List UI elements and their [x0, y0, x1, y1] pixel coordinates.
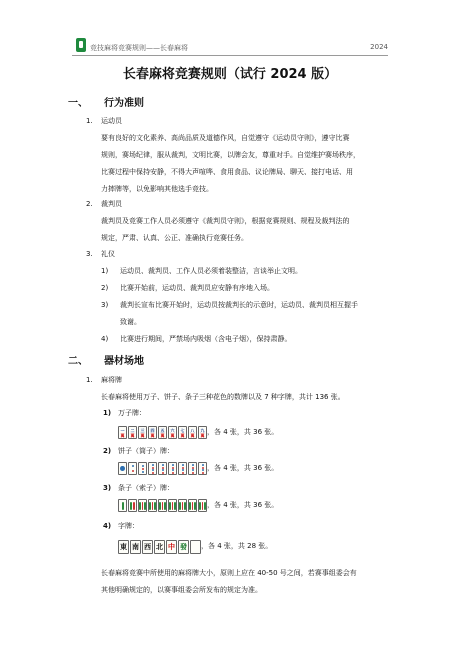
bing-tile-2	[128, 462, 137, 475]
tiao-tile-1	[118, 499, 127, 512]
sub-3-text-cont: 致谢。	[120, 318, 141, 326]
zi-tile-7	[190, 540, 201, 554]
equip-item-number: 1.	[86, 376, 93, 384]
group-4-number: 4)	[103, 522, 112, 530]
text-line: 其他明确规定的，以赛事组委会所发布的规定为准。	[101, 586, 262, 594]
group-1-row	[118, 424, 278, 441]
group-3-number: 3)	[103, 484, 112, 492]
equip-item-label: 麻将牌	[101, 376, 122, 384]
group-2-label: 饼子（筒子）牌：	[118, 447, 174, 455]
sub-1-text: 运动员、裁判员、工作人员必须着装整洁，言谈举止文明。	[120, 267, 302, 275]
zi-tile-4: 北	[154, 540, 165, 554]
bing-tile-4	[148, 462, 157, 475]
section-2-heading	[68, 352, 368, 366]
section-2-number: 二、	[68, 356, 88, 367]
item-1-label: 运动员	[101, 117, 122, 125]
section-1-heading	[68, 94, 368, 108]
bing-tile-8	[188, 462, 197, 475]
zi-tiles	[118, 540, 201, 554]
text-line: 规则，赛场纪律，服从裁判，文明比赛，以牌会友，尊重对手。自觉维护赛场秩序，	[101, 151, 360, 159]
bing-tile-6	[168, 462, 177, 475]
text-line: 裁判员及竞赛工作人员必须遵守《裁判员守则》，根据竞赛规则、规程及裁判法的	[101, 217, 350, 225]
group-4-count: ，各 4 张，共 28 张。	[201, 542, 273, 550]
equip-intro: 长春麻将使用万子、饼子、条子三种花色的数牌以及 7 种字牌，共计 136 张。	[101, 393, 345, 401]
sub-4-text: 比赛进行期间，严禁场内吸烟（含电子烟），保持肃静。	[120, 335, 292, 343]
sub-3-number: 3)	[101, 301, 109, 309]
group-2-number: 2)	[103, 447, 112, 455]
group-3-count: ，各 4 张，共 36 张。	[207, 501, 279, 509]
item-3-label: 礼仪	[101, 250, 115, 258]
tiao-tile-7	[178, 499, 187, 512]
zi-tile-6: 發	[178, 540, 189, 554]
section-1-number: 一、	[68, 98, 88, 109]
sub-2-number: 2)	[101, 284, 109, 292]
bing-tile-5	[158, 462, 167, 475]
wan-tile-6: 六 萬	[168, 426, 177, 439]
tiao-tile-4	[148, 499, 157, 512]
bing-tile-3	[138, 462, 147, 475]
header-year: 2024	[370, 43, 388, 51]
section-1-title: 行为准则	[104, 98, 144, 109]
tiao-tile-8	[188, 499, 197, 512]
zi-tile-5: 中	[166, 540, 177, 554]
group-4-row	[118, 538, 272, 555]
item-3-number: 3.	[86, 250, 93, 258]
sub-1-number: 1)	[101, 267, 109, 275]
wan-tile-3: 三 萬	[138, 426, 147, 439]
header-left: 竞技麻将竞赛规则——长春麻将	[90, 44, 188, 52]
page-title: 长春麻将竞赛规则（试行 2024 版）	[122, 67, 338, 82]
wan-tile-9: 九 萬	[198, 426, 207, 439]
tiao-tile-5	[158, 499, 167, 512]
text-line: 力摔牌等，以免影响其他选手竞技。	[101, 185, 213, 193]
wan-tile-7: 七 萬	[178, 426, 187, 439]
tiao-tile-9	[198, 499, 207, 512]
group-1-number: 1)	[103, 409, 112, 417]
item-1-number: 1.	[86, 117, 93, 125]
wan-tile-8: 八 萬	[188, 426, 197, 439]
wan-tile-4: 四 萬	[148, 426, 157, 439]
group-4-label: 字牌：	[118, 522, 139, 530]
sub-4-number: 4)	[101, 335, 109, 343]
text-line: 要有良好的文化素养、高尚品质及道德作风，自觉遵守《运动员守则》，遵守比赛	[101, 134, 350, 142]
bing-tile-1	[118, 462, 127, 475]
header-divider	[72, 55, 388, 56]
tiao-tile-2	[128, 499, 137, 512]
group-2-row	[118, 460, 278, 477]
section-2-title: 器材场地	[104, 356, 144, 367]
bing-tile-7	[178, 462, 187, 475]
bing-tile-9	[198, 462, 207, 475]
tiao-tile-3	[138, 499, 147, 512]
closing-paragraph	[101, 565, 357, 599]
sub-3-text: 裁判长宣布比赛开始时，运动员按裁判长的示意时，运动员、裁判员相互握手	[120, 301, 358, 309]
tiao-tiles	[118, 499, 207, 512]
wan-tiles	[118, 426, 207, 439]
tiao-tile-6	[168, 499, 177, 512]
group-1-label: 万子牌：	[118, 409, 146, 417]
zi-tile-1: 東	[118, 540, 129, 554]
zi-tile-2: 南	[130, 540, 141, 554]
wan-tile-2: 二 萬	[128, 426, 137, 439]
group-1-count: ，各 4 张，共 36 张。	[207, 428, 279, 436]
logo-icon	[76, 38, 86, 52]
item-2-label: 裁判员	[101, 200, 122, 208]
item-2-number: 2.	[86, 200, 93, 208]
sub-2-text: 比赛开始前，运动员、裁判员应安静有序地入场。	[120, 284, 274, 292]
item-2-paragraph	[101, 213, 350, 247]
group-3-row	[118, 497, 278, 514]
bing-tiles	[118, 462, 207, 475]
wan-tile-5: 五 萬	[158, 426, 167, 439]
text-line: 规定，严肃、认真、公正、准确执行竞赛任务。	[101, 234, 248, 242]
group-3-label: 条子（索子）牌：	[118, 484, 174, 492]
text-line: 长春麻将竞赛中所使用的麻将牌大小，原则上应在 40-50 号之间，若赛事组委会有	[101, 569, 357, 577]
group-2-count: ，各 4 张，共 36 张。	[207, 464, 279, 472]
wan-tile-1: 一 萬	[118, 426, 127, 439]
zi-tile-3: 西	[142, 540, 153, 554]
item-1-paragraph	[101, 130, 360, 198]
text-line: 比赛过程中保持安静，不得大声喧哗、食用食品、议论牌局、聊天、接打电话、用	[101, 168, 353, 176]
